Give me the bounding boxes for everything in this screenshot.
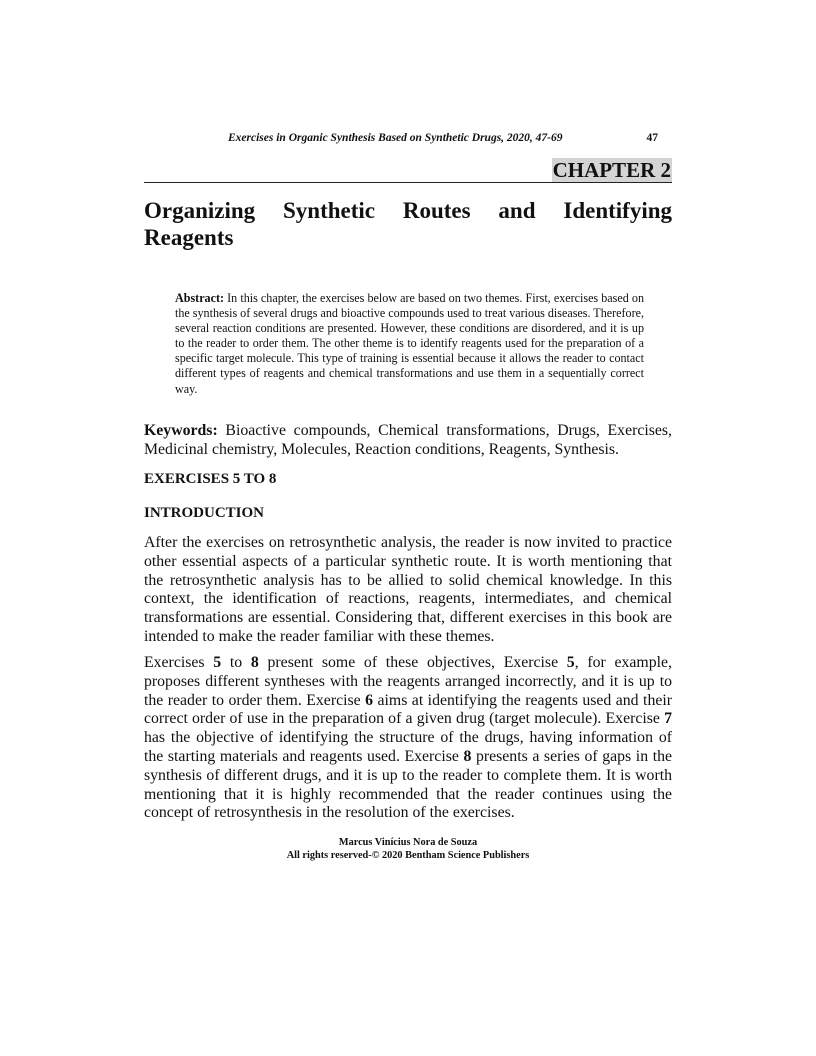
footer-rights: All rights reserved-© 2020 Bentham Science Publishers xyxy=(286,849,530,861)
page-footer xyxy=(144,837,672,862)
keywords-text: Bioactive compounds, Chemical transformations, Drugs, Exercises, Medicinal chemistry, Molecules, Reaction conditions, Reagents, Synthesis. xyxy=(144,422,672,458)
running-title: Exercises in Organic Synthesis Based on Synthetic Drugs, 2020, 47-69 xyxy=(228,132,563,144)
keywords xyxy=(144,421,672,459)
chapter-label: CHAPTER 2 xyxy=(552,158,671,182)
running-header xyxy=(144,132,672,150)
exercises-heading: EXERCISES 5 TO 8 xyxy=(144,471,277,487)
introduction-heading: INTRODUCTION xyxy=(144,505,265,521)
keywords-label: Keywords: xyxy=(144,422,218,439)
abstract-text: In this chapter, the exercises below are based on two themes. First, exercises based on the synthesis of several drugs and bioactive compounds used to treat various diseases. Therefore, several reaction conditions are presented. However, these conditions are disordered, and it is up to the reader to order them. The other theme is to identify reagents used for the preparation of a specific target molecule. This type of training is essential because it allows the reader to contact different types of reagents and chemical transformations and use them in a sequentially correct way. xyxy=(175,291,644,396)
page-number: 47 xyxy=(646,132,658,144)
abstract-label: Abstract: xyxy=(175,291,225,305)
intro-paragraph-1: After the exercises on retrosynthetic analysis, the reader is now invited to practice other essential aspects of a particular synthetic route. It is worth mentioning that the retrosynthetic analysis has to be allied to solid chemical knowledge. In this context, the identification of reactions, reagents, intermediates, and chemical transformations are essential. Considering that, different exercises in this book are intended to make the reader familiar with these themes. xyxy=(144,534,672,645)
chapter-title: Organizing Synthetic Routes and Identifying Reagents xyxy=(144,198,672,250)
chapter-label-wrap xyxy=(144,158,672,182)
chapter-divider xyxy=(144,182,672,183)
footer-author: Marcus Vinícius Nora de Souza xyxy=(338,837,478,848)
intro-paragraph-2: Exercises 5 to 8 present some of these objectives, Exercise 5, for example, proposes different syntheses with the reagents arranged incorrectly, and it is up to the reader to order them. Exercise 6 aims at identifying the reagents used and their correct order of use in the preparation of a given drug (target molecule). Exercise 7 has the objective of identifying the structure of the drugs, having information of the starting materials and reagents used. Exercise 8 presents a series of gaps in the synthesis of different drugs, and it is up to the reader to complete them. It is worth mentioning that it is highly recommended that the reader continues using the concept of retrosynthesis in the resolution of the exercises. xyxy=(144,654,672,822)
abstract xyxy=(175,291,644,397)
